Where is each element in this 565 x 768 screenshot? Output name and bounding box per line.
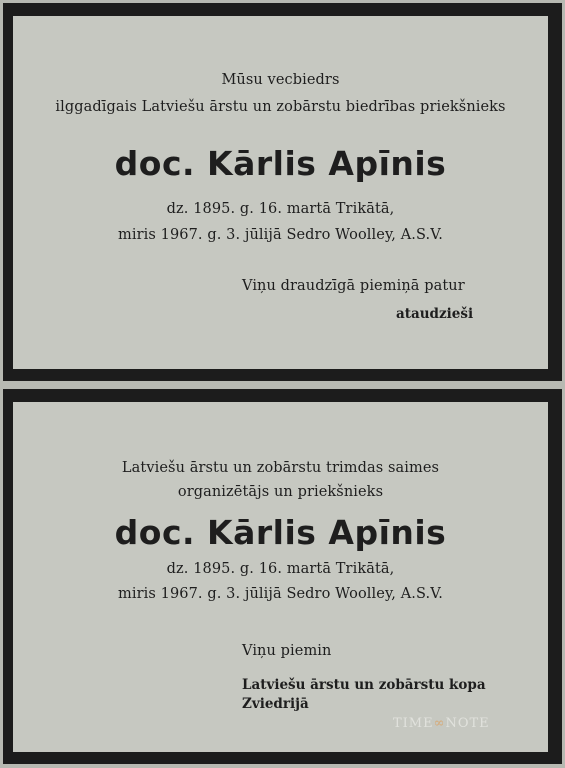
notice-2-name: doc. Kārlis Apīnis	[114, 513, 447, 552]
obituary-notice-2	[3, 389, 562, 764]
watermark-infinity-icon: ∞	[433, 716, 446, 731]
notice-2-signed-by-line-1: Latviešu ārstu un zobārstu kopa	[242, 677, 486, 693]
notice-2-died: miris 1967. g. 3. jūlijā Sedro Woolley, A.S.V.	[118, 586, 443, 602]
watermark-right-text: NOTE	[445, 716, 490, 731]
notice-1-died: miris 1967. g. 3. jūlijā Sedro Woolley, A.S.V.	[118, 227, 443, 243]
notice-1-intro-line-1: Mūsu vecbiedrs	[221, 72, 340, 88]
notice-2-remembrance: Viņu piemin	[242, 643, 332, 659]
notice-2-intro-line-2: organizētājs un priekšnieks	[177, 484, 384, 500]
notice-1-intro-line-2: ilggadīgais Latviešu ārstu un zobārstu biedrības priekšnieks	[55, 99, 506, 115]
notice-2-signed-by-line-2: Zviedrijā	[242, 696, 309, 712]
watermark-left-text: TIME	[393, 716, 434, 731]
notice-1-remembrance: Viņu draudzīgā piemiņā patur	[242, 278, 465, 294]
notice-2-intro-line-1: Latviešu ārstu un zobārstu trimdas saimes	[121, 460, 440, 476]
notice-1-name: doc. Kārlis Apīnis	[114, 144, 447, 183]
notice-1-signed-by: ataudzieši	[396, 306, 474, 322]
notice-1-born: dz. 1895. g. 16. martā Trikātā,	[166, 201, 395, 217]
obituary-notice-1	[3, 3, 562, 381]
notice-2-born: dz. 1895. g. 16. martā Trikātā,	[166, 561, 395, 577]
watermark-logo	[393, 716, 490, 731]
